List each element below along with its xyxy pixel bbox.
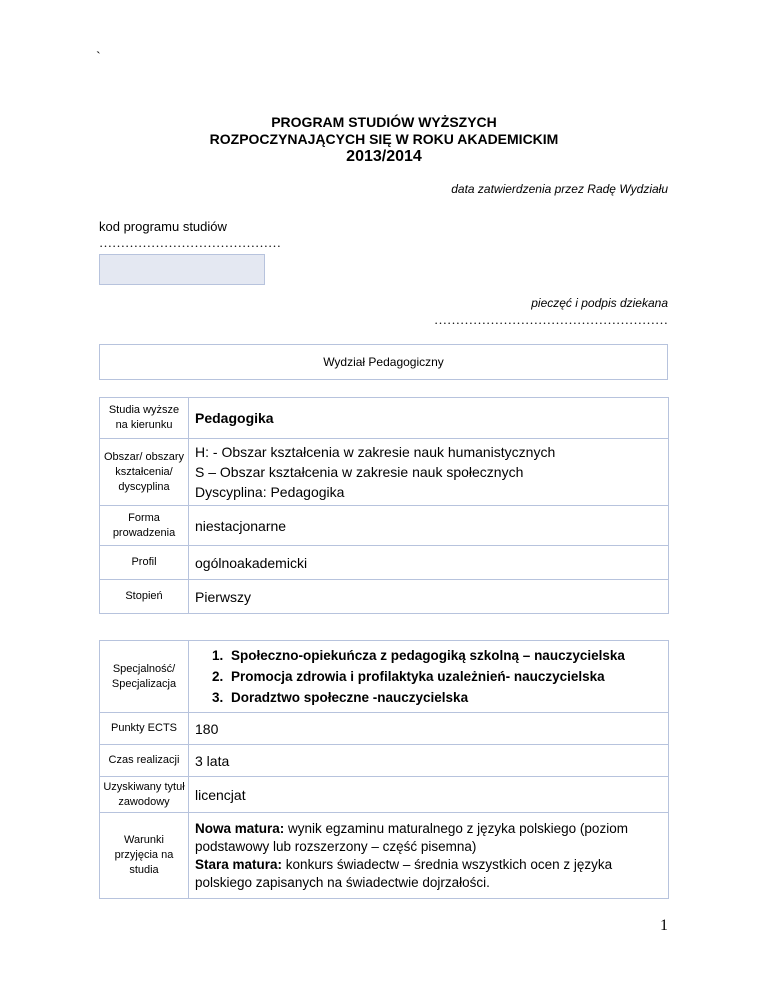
field-label: Uzyskiwany tytuł zawodowy (100, 777, 189, 813)
field-label: Czas realizacji (100, 745, 189, 777)
program-details-table (99, 640, 669, 899)
field-value: Pierwszy (189, 580, 669, 614)
table-row (100, 546, 669, 580)
page-number: 1 (660, 917, 668, 934)
area-line: Dyscyplina: Pedagogika (195, 484, 345, 500)
field-label: Studia wyższe na kierunku (100, 398, 189, 439)
field-label: Warunki przyjęcia na studia (100, 813, 189, 899)
dean-signature-dots: ……………………………………………… (434, 312, 668, 327)
backtick-mark: ` (96, 50, 101, 65)
table-row (100, 777, 669, 813)
table-row (100, 580, 669, 614)
field-value: Pedagogika (189, 398, 669, 439)
field-value: 180 (189, 713, 669, 745)
field-label: Punkty ECTS (100, 713, 189, 745)
new-matura-text: wynik egzaminu maturalnego z języka polskiego (poziom podstawowy lub rozszerzony – część pisemna) (195, 820, 628, 854)
field-value: 3 lata (189, 745, 669, 777)
table-row (100, 713, 669, 745)
area-line: S – Obszar kształcenia w zakresie nauk społecznych (195, 464, 524, 480)
field-label: Profil (100, 546, 189, 580)
table-row (100, 813, 669, 899)
new-matura-label: Nowa matura: (195, 820, 285, 836)
approval-date-label: data zatwierdzenia przez Radę Wydziału (451, 182, 668, 196)
specialization-list (195, 645, 662, 708)
program-code-dots: …………………………………… (99, 235, 281, 250)
field-value: licencjat (189, 777, 669, 813)
program-code-field (99, 254, 265, 285)
dean-signature-label: pieczęć i podpis dziekana (531, 296, 668, 310)
field-value: niestacjonarne (189, 506, 669, 546)
field-value (189, 813, 669, 899)
field-label: Specjalność/ Specjalizacja (100, 641, 189, 713)
field-label: Obszar/ obszary kształcenia/ dyscyplina (100, 439, 189, 506)
program-code-label: kod programu studiów (99, 219, 227, 234)
table-row (100, 439, 669, 506)
table-row (100, 398, 669, 439)
table-row (100, 745, 669, 777)
list-item: 3. Doradztwo społeczne -nauczycielska (227, 687, 662, 708)
old-matura-text: konkurs świadectw – średnia wszystkich ocen z języka polskiego zapisanych na świadectwie dojrzałości. (195, 856, 613, 890)
title-line-1: PROGRAM STUDIÓW WYŻSZYCH (271, 114, 497, 130)
old-matura-label: Stara matura: (195, 856, 283, 872)
area-line: H: - Obszar kształcenia w zakresie nauk humanistycznych (195, 444, 556, 460)
table-row (100, 641, 669, 713)
list-item: 2. Promocja zdrowia i profilaktyka uzależnień- nauczycielska (227, 666, 662, 687)
faculty-box: Wydział Pedagogiczny (99, 344, 668, 380)
title-line-2: ROZPOCZYNAJĄCYCH SIĘ W ROKU AKADEMICKIM (209, 131, 559, 147)
field-label: Stopień (100, 580, 189, 614)
table-row (100, 506, 669, 546)
list-item: 1. Społeczno-opiekuńcza z pedagogiką szkolną – nauczycielska (227, 645, 662, 666)
field-value (189, 641, 669, 713)
program-info-table (99, 397, 669, 614)
field-label: Forma prowadzenia (100, 506, 189, 546)
field-value (189, 439, 669, 506)
field-value: ogólnoakademicki (189, 546, 669, 580)
academic-year: 2013/2014 (346, 148, 422, 165)
